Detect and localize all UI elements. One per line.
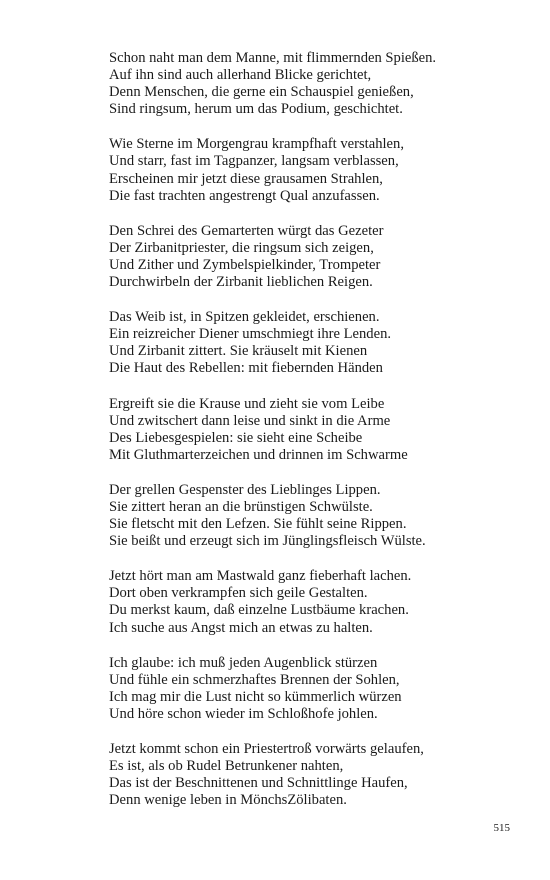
stanza-9: [109, 741, 529, 809]
page-number: 515: [493, 822, 510, 834]
poem-line: Das Weib ist, in Spitzen gekleidet, erschienen.: [109, 309, 380, 326]
poem-line: Dort oben verkrampfen sich geile Gestalten.: [109, 585, 368, 602]
poem-line: Und starr, fast im Tagpanzer, langsam verblassen,: [109, 153, 399, 170]
poem-line: Der Zirbanitpriester, die ringsum sich zeigen,: [109, 239, 374, 256]
poem-line: Und Zither und Zymbelspielkinder, Trompeter: [109, 256, 381, 273]
poem-line: Des Liebesgespielen: sie sieht eine Scheibe: [109, 429, 363, 446]
poem-line: Ich mag mir die Lust nicht so kümmerlich würzen: [109, 688, 402, 705]
poem-line: Jetzt kommt schon ein Priestertroß vorwärts gelaufen,: [109, 741, 424, 757]
poem-line: Denn Menschen, die gerne ein Schauspiel genießen,: [109, 84, 414, 101]
poem-line: Und zwitschert dann leise und sinkt in die Arme: [109, 412, 391, 429]
poem-line: Sind ringsum, herum um das Podium, geschichtet.: [109, 101, 403, 118]
poem-line: Das ist der Beschnittenen und Schnittlinge Haufen,: [109, 775, 408, 792]
poem-line: Schon naht man dem Manne, mit flimmernden Spießen.: [109, 50, 437, 66]
poem-line: Der grellen Gespenster des Lieblinges Lippen.: [109, 481, 381, 498]
poem-line: Du merkst kaum, daß einzelne Lustbäume krachen.: [109, 602, 409, 619]
poem-line: Und Zirbanit zittert. Sie kräuselt mit Kienen: [109, 343, 368, 360]
stanza-2: [109, 136, 529, 204]
poem-line: Ein reizreicher Diener umschmiegt ihre Lenden.: [109, 326, 392, 343]
stanza-6: [109, 482, 529, 550]
stanza-5: [109, 396, 529, 464]
poem-text-block: [109, 50, 529, 827]
stanza-7: [109, 568, 529, 636]
poem-line: Und höre schon wieder im Schloßhofe johlen.: [109, 705, 378, 722]
poem-line: Sie zittert heran an die brünstigen Schwülste.: [109, 498, 373, 515]
poem-line: Durchwirbeln der Zirbanit lieblichen Reigen.: [109, 274, 373, 291]
poem-line: Mit Gluthmarterzeichen und drinnen im Schwarme: [109, 446, 408, 463]
poem-line: Ich glaube: ich muß jeden Augenblick stürzen: [109, 654, 378, 671]
stanza-4: [109, 309, 529, 377]
stanza-1: [109, 50, 529, 118]
poem-line: Ich suche aus Angst mich an etwas zu halten.: [109, 619, 373, 636]
stanza-8: [109, 655, 529, 723]
poem-line: Den Schrei des Gemarterten würgt das Gezeter: [109, 222, 384, 239]
stanza-3: [109, 223, 529, 291]
poem-line: Auf ihn sind auch allerhand Blicke gerichtet,: [109, 67, 372, 84]
poem-line: Die Haut des Rebellen: mit fiebernden Händen: [109, 360, 383, 377]
poem-line: Sie beißt und erzeugt sich im Jünglingsfleisch Wülste.: [109, 533, 426, 550]
poem-line: Die fast trachten angestrengt Qual anzufassen.: [109, 187, 380, 204]
poem-line: Erscheinen mir jetzt diese grausamen Strahlen,: [109, 170, 383, 187]
poem-line: Jetzt hört man am Mastwald ganz fieberhaft lachen.: [109, 568, 412, 585]
poem-line: Wie Sterne im Morgengrau krampfhaft verstahlen,: [109, 136, 404, 153]
poem-line: Denn wenige leben in MönchsZölibaten.: [109, 792, 347, 809]
poem-line: Ergreift sie die Krause und zieht sie vom Leibe: [109, 395, 385, 412]
poem-line: Sie fletscht mit den Lefzen. Sie fühlt seine Rippen.: [109, 516, 407, 533]
poem-line: Es ist, als ob Rudel Betrunkener nahten,: [109, 758, 344, 775]
poem-line: Und fühle ein schmerzhaftes Brennen der Sohlen,: [109, 671, 400, 688]
